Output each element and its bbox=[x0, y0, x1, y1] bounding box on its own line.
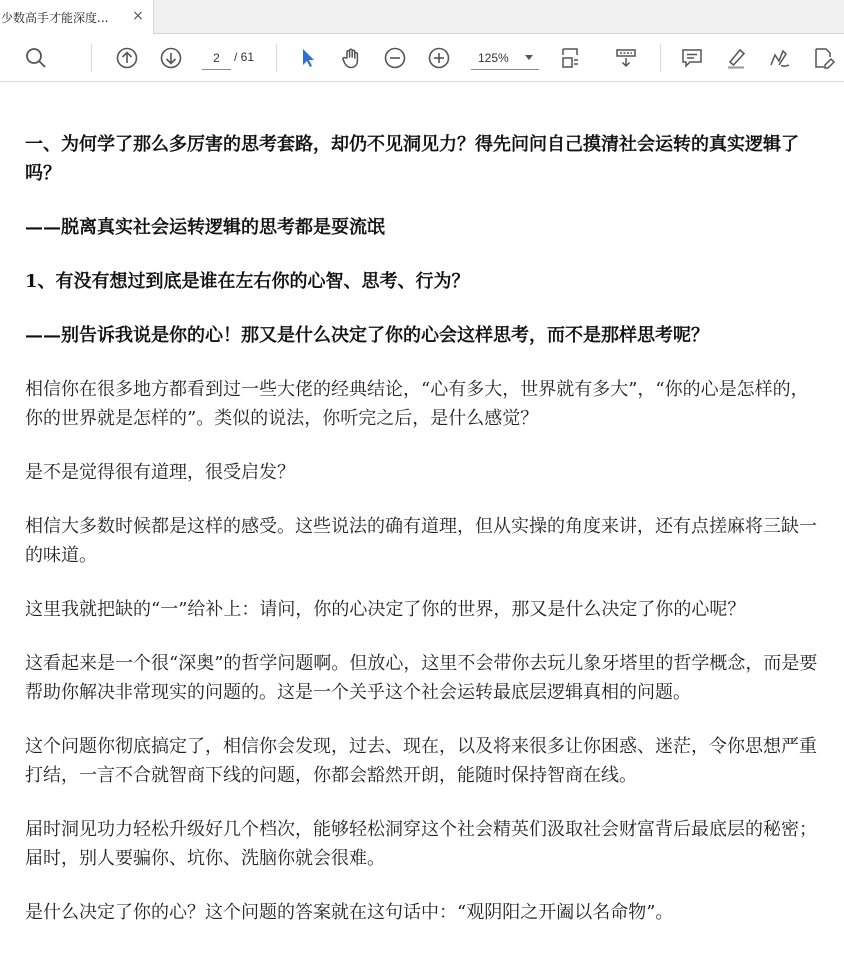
toolbar-divider bbox=[660, 44, 661, 72]
select-tool-icon[interactable] bbox=[294, 44, 322, 72]
toolbar-divider bbox=[276, 44, 277, 72]
scroll-mode-icon[interactable] bbox=[612, 44, 640, 72]
zoom-value: 125% bbox=[478, 50, 509, 65]
body-paragraph: 这看起来是一个很“深奥”的哲学问题啊。但放心，这里不会带你去玩儿象牙塔里的哲学概念，而是要帮助你解决非常现实的问题的。这是一个关乎这个社会运转最底层逻辑真相的问题。 bbox=[25, 653, 818, 703]
next-page-icon[interactable] bbox=[157, 44, 185, 72]
hand-tool-icon[interactable] bbox=[337, 44, 365, 72]
body-paragraph: 这里我就把缺的“一”给补上：请问，你的心决定了你的世界，那又是什么决定了你的心呢？ bbox=[25, 599, 746, 620]
previous-page-icon[interactable] bbox=[113, 44, 141, 72]
heading-paragraph: ——脱离真实社会运转逻辑的思考都是耍流氓 bbox=[25, 217, 385, 238]
document-tab[interactable] bbox=[0, 0, 154, 34]
body-paragraph: 是什么决定了你的心？这个问题的答案就在这句话中：“观阴阳之开阖以名命物”。 bbox=[25, 902, 674, 923]
body-paragraph: 届时洞见功力轻松升级好几个档次，能够轻松洞穿这个社会精英们汲取社会财富背后最底层的秘密；届时，别人要骗你、坑你、洗脑你就会很难。 bbox=[25, 819, 817, 869]
tab-bar bbox=[0, 0, 844, 34]
document-body bbox=[25, 130, 825, 952]
sign-icon[interactable] bbox=[765, 44, 793, 72]
comment-icon[interactable] bbox=[678, 44, 706, 72]
page-fit-icon[interactable] bbox=[556, 44, 584, 72]
heading-paragraph: 一、为何学了那么多厉害的思考套路，却仍不见洞见力？得先问问自己摸清社会运转的真实逻辑了吗？ bbox=[25, 134, 799, 184]
document-page bbox=[0, 83, 844, 963]
zoom-out-icon[interactable] bbox=[381, 44, 409, 72]
zoom-in-icon[interactable] bbox=[425, 44, 453, 72]
chevron-down-icon bbox=[525, 55, 533, 60]
tab-title: 少数高手才能深度... bbox=[1, 10, 109, 25]
heading-paragraph: 1、有没有想过到底是谁在左右你的心智、思考、行为？ bbox=[25, 271, 470, 292]
body-paragraph: 相信你在很多地方都看到过一些大佬的经典结论，“心有多大，世界就有多大”，“你的心是怎样的，你的世界就是怎样的”。类似的说法，你听完之后，是什么感觉？ bbox=[25, 379, 809, 429]
edit-pdf-icon[interactable] bbox=[810, 44, 838, 72]
toolbar bbox=[0, 34, 844, 82]
close-icon[interactable]: × bbox=[132, 8, 144, 24]
highlight-icon[interactable] bbox=[722, 44, 750, 72]
page-number-input[interactable] bbox=[202, 46, 231, 70]
search-icon[interactable] bbox=[22, 44, 50, 72]
toolbar-divider bbox=[91, 44, 92, 72]
zoom-select[interactable] bbox=[471, 46, 539, 70]
page-total: / 61 bbox=[234, 50, 255, 64]
body-paragraph: 是不是觉得很有道理，很受启发？ bbox=[25, 462, 295, 483]
body-paragraph: 相信大多数时候都是这样的感受。这些说法的确有道理，但从实操的角度来讲，还有点搓麻将三缺一的味道。 bbox=[25, 516, 817, 566]
heading-paragraph: ——别告诉我说是你的心！那又是什么决定了你的心会这样思考，而不是那样思考呢？ bbox=[25, 325, 709, 346]
body-paragraph: 这个问题你彻底搞定了，相信你会发现，过去、现在，以及将来很多让你困惑、迷茫，令你思想严重打结，一言不合就智商下线的问题，你都会豁然开朗，能随时保持智商在线。 bbox=[25, 736, 817, 786]
